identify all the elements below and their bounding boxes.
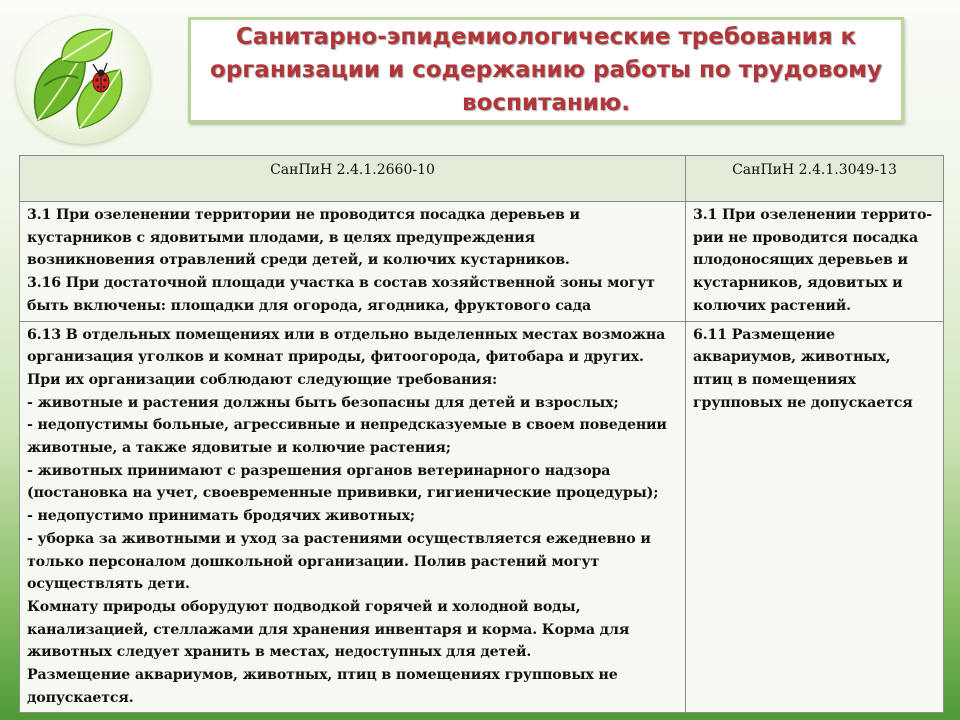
table-cell-right [686, 202, 944, 322]
table-header-row [20, 156, 944, 202]
text-line: животные, а также ядовитые и колючие растения; [27, 440, 451, 457]
title-line: Санитарно-эпидемиологические требования к [235, 23, 857, 50]
title-box [188, 17, 904, 123]
text-line: канализацией, стеллажами для хранения инвентаря и корма. Корма для [27, 621, 630, 638]
text-line: Комнату природы оборудуют подводкой горячей и холодной воды, [27, 598, 581, 615]
header-label: СанПиН 2.4.1.3049-13 [732, 162, 897, 178]
text-line: Размещение аквариумов, животных, птиц в помещениях групповых не [27, 667, 618, 684]
table-cell-right [686, 321, 944, 713]
header-label: СанПиН 2.4.1.2660-10 [270, 162, 435, 178]
text-line: животных следует хранить в местах, недоступных для детей. [27, 644, 532, 661]
text-line: рии не проводится посадка [693, 229, 918, 246]
text-line: только персоналом дошкольной организации. Полив растений могут [27, 553, 600, 570]
text-line: групповых не допускается [693, 394, 913, 411]
text-line: - недопустимы больные, агрессивные и непредсказуемые в своем поведении [27, 417, 667, 434]
text-line: организация уголков и комнат природы, фитоогорода, фитобара и других. [27, 349, 644, 366]
title-line: воспитанию. [462, 89, 630, 116]
cell-text [20, 322, 685, 713]
text-line: (постановка на учет, своевременные прививки, гигиенические процедуры); [27, 485, 659, 502]
text-line: колючих растений. [693, 297, 851, 314]
table-row [20, 321, 944, 713]
text-line: птиц в помещениях [693, 371, 856, 388]
text-line: аквариумов, животных, [693, 349, 891, 366]
header-sanpin-2013 [686, 156, 944, 202]
logo-badge [16, 16, 150, 144]
text-line: 6.11 Размещение [693, 326, 835, 343]
text-line: быть включены: площадки для огорода, ягодника, фруктового сада [27, 297, 592, 314]
cell-text [686, 202, 943, 321]
text-line: - животные и растения должны быть безопасны для детей и взрослых; [27, 394, 619, 411]
text-line: кустарников, ядовитых и [693, 275, 903, 292]
text-line: 3.1 При озеленении территории не проводится посадка деревьев и [27, 207, 580, 223]
text-line: 6.13 В отдельных помещениях или в отдельно выделенных местах возможна [27, 326, 666, 343]
text-line: возникновения отравлений среди детей, и колючих кустарников. [27, 252, 570, 269]
ladybug-icon [16, 16, 150, 144]
cell-text [686, 322, 943, 418]
title-line: организации и содержанию работы по трудовому [210, 56, 882, 83]
cell-text [20, 202, 685, 321]
text-line: - недопустимо принимать бродячих животных; [27, 508, 415, 525]
table-row [20, 202, 944, 322]
text-line: плодоносящих деревьев и [693, 252, 908, 269]
requirements-table [19, 155, 944, 713]
text-line: - животных принимают с разрешения органов ветеринарного надзора [27, 462, 611, 479]
page-title [210, 21, 882, 120]
text-line: допускается. [27, 689, 134, 706]
text-line: - уборка за животными и уход за растениями осуществляется ежедневно и [27, 530, 651, 547]
text-line: 3.16 При достаточной площади участка в состав хозяйственной зоны могут [27, 275, 655, 292]
text-line: осуществлять дети. [27, 576, 190, 593]
table-cell-left [20, 321, 686, 713]
text-line: 3.1 При озеленении террито- [693, 207, 933, 223]
text-line: При их организации соблюдают следующие требования: [27, 371, 498, 388]
text-line: кустарников с ядовитыми плодами, в целях предупреждения [27, 229, 536, 246]
header-sanpin-2010 [20, 156, 686, 202]
table-cell-left [20, 202, 686, 322]
